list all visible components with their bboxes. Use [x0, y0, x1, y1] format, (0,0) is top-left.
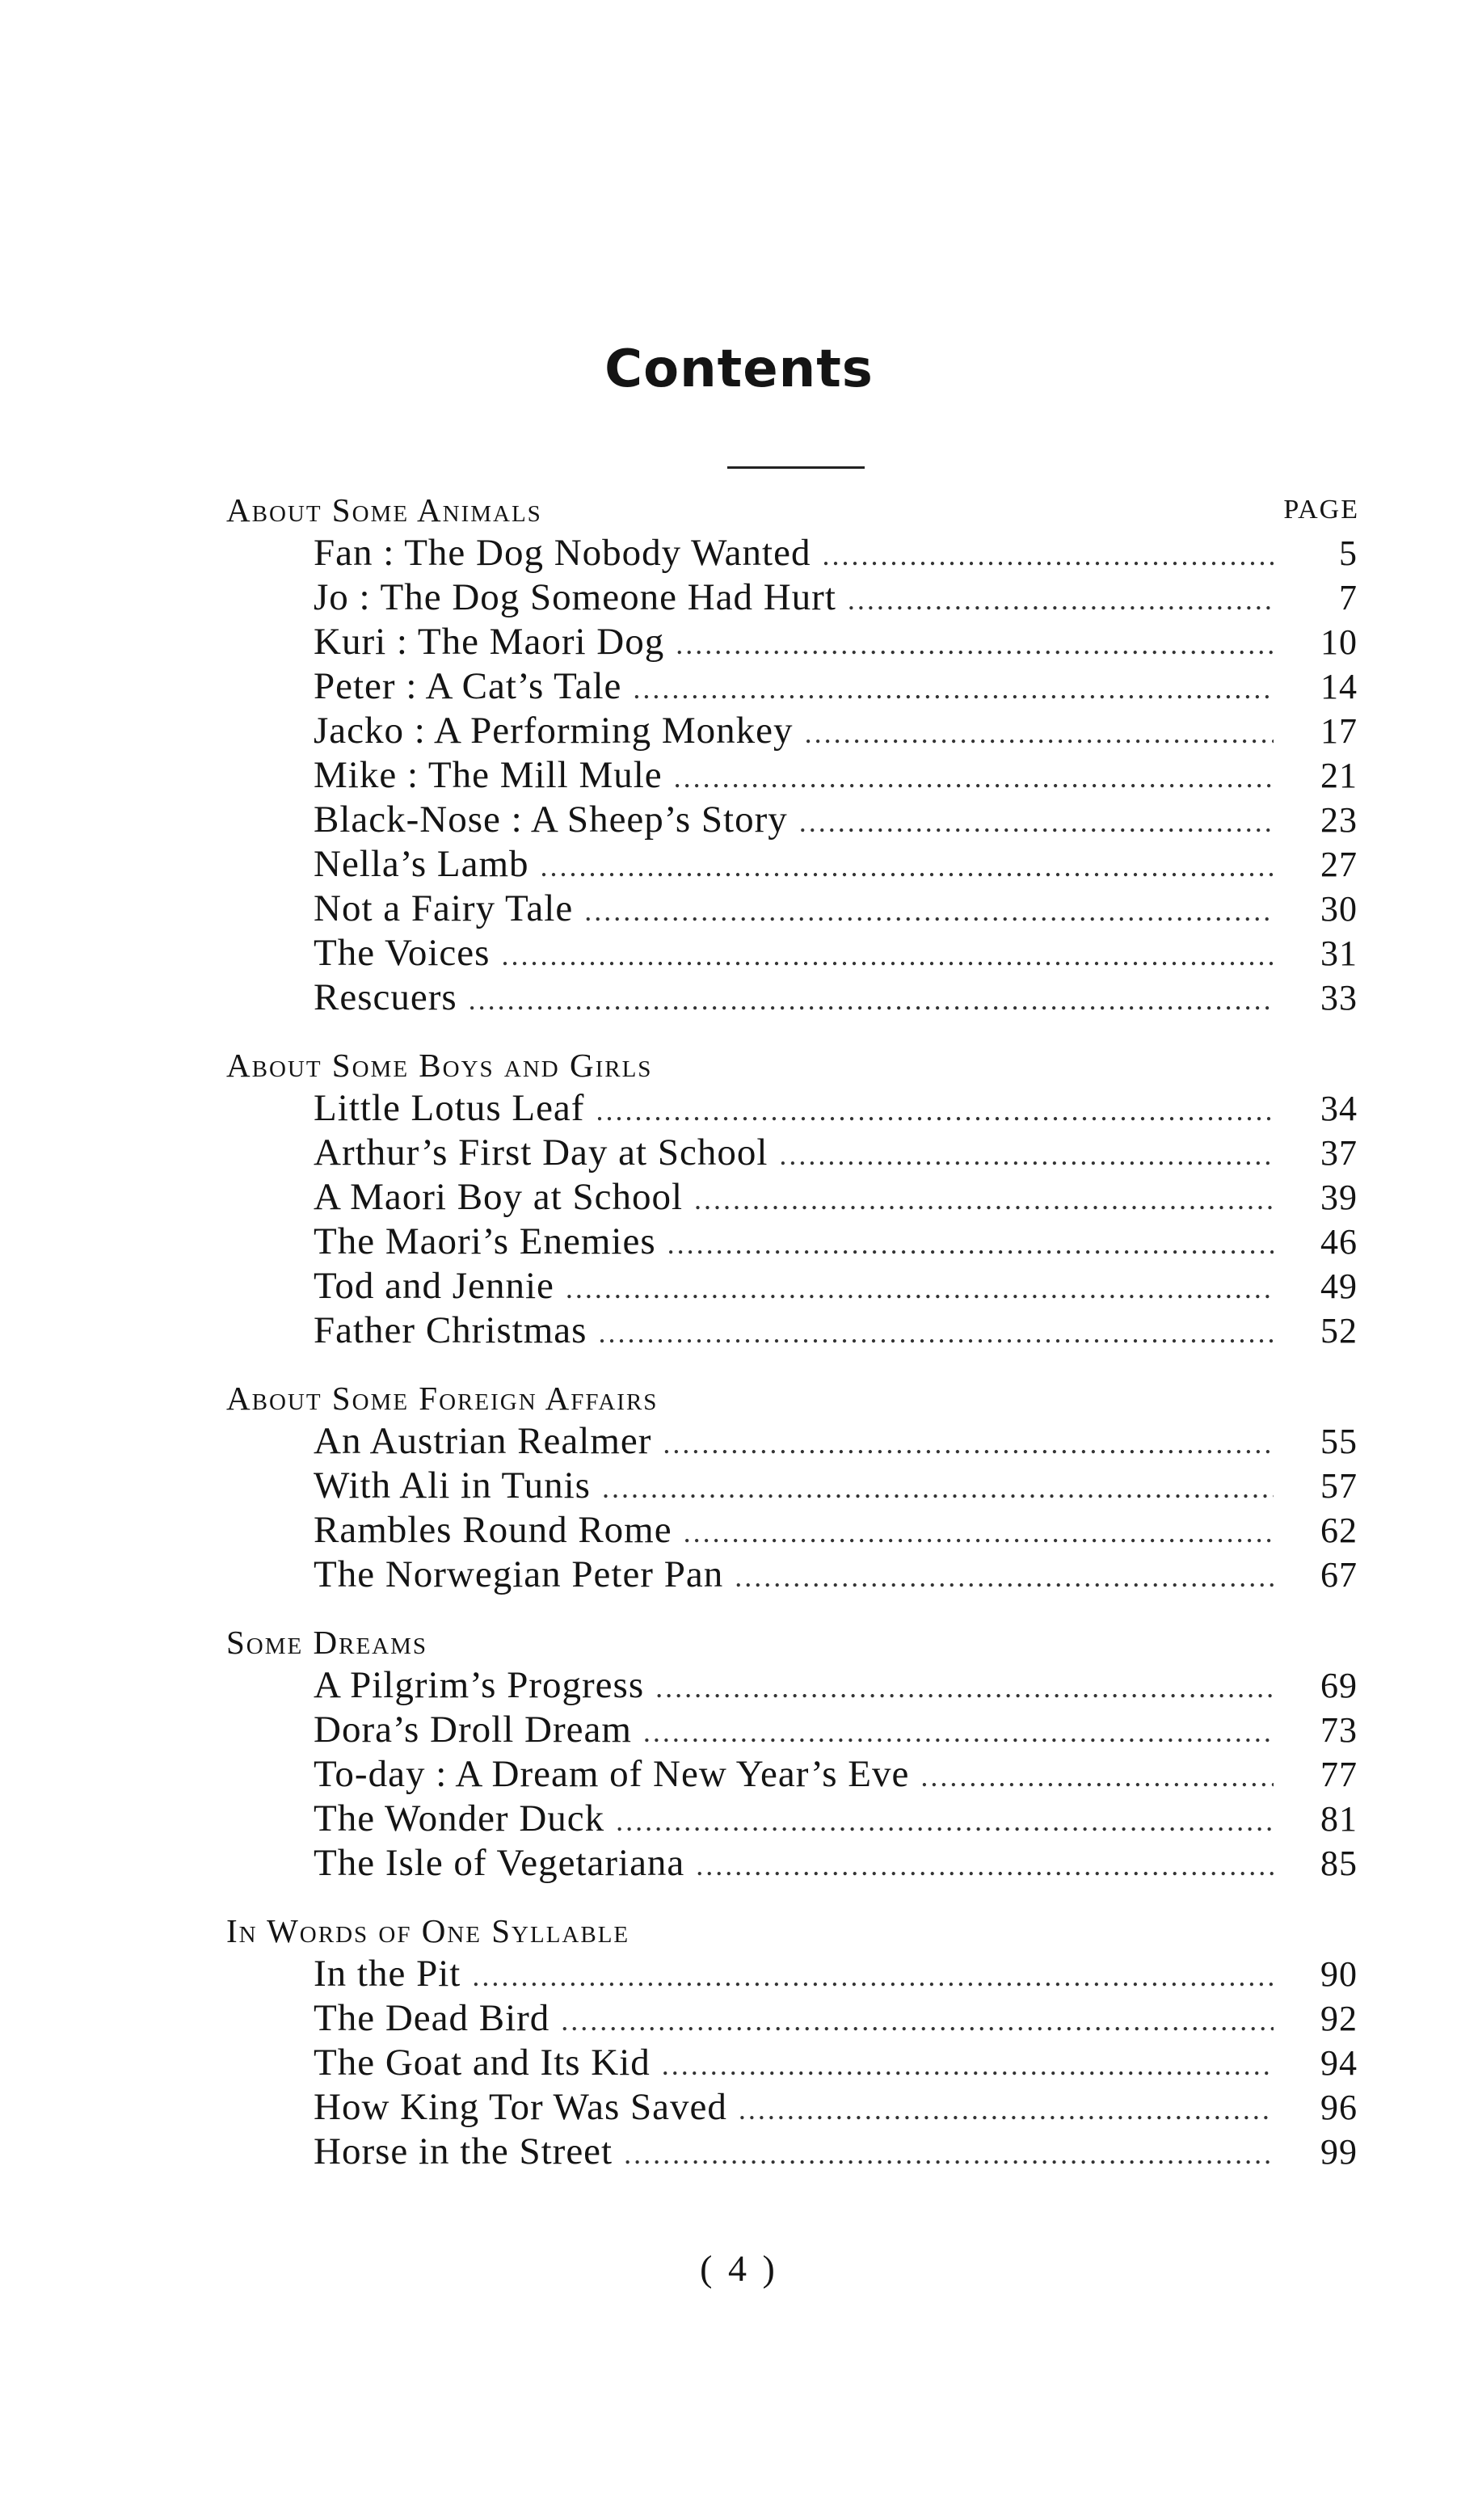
- entry-page-number: 85: [1320, 1844, 1358, 1883]
- toc-section: [226, 489, 1358, 1020]
- dot-leader: [624, 2132, 1274, 2177]
- entry-page-number: 96: [1320, 2088, 1358, 2127]
- entry-page-number: 7: [1339, 578, 1358, 617]
- dot-leader: [739, 2088, 1274, 2132]
- section-heading: About Some Foreign Affairs: [226, 1380, 659, 1417]
- entry-title: Dora’s Droll Dream: [314, 1709, 632, 1751]
- dot-leader: [663, 1422, 1274, 1466]
- dot-leader: [674, 756, 1274, 800]
- toc-section: [226, 1910, 1358, 2174]
- toc-entry: [226, 620, 1358, 664]
- dot-leader: [501, 933, 1274, 978]
- entry-title: Tod and Jennie: [314, 1265, 554, 1307]
- toc-entry: [226, 1797, 1358, 1841]
- toc-entry: [226, 1175, 1358, 1220]
- entry-page-number: 27: [1320, 845, 1358, 884]
- entry-page-number: 10: [1320, 622, 1358, 662]
- entry-title: Kuri : The Maori Dog: [314, 621, 665, 663]
- entry-page-number: 34: [1320, 1089, 1358, 1128]
- entry-title: Rambles Round Rome: [314, 1509, 672, 1551]
- entry-title: Little Lotus Leaf: [314, 1087, 585, 1129]
- entry-page-number: 94: [1320, 2043, 1358, 2083]
- toc-entry: [226, 1841, 1358, 1886]
- dot-leader: [655, 1666, 1274, 1710]
- entry-page-number: 52: [1320, 1311, 1358, 1351]
- dot-leader: [566, 1266, 1274, 1311]
- toc-entry: [226, 1663, 1358, 1708]
- dot-leader: [799, 800, 1274, 845]
- page-number: ( 4 ): [700, 2248, 778, 2289]
- entry-page-number: 23: [1320, 800, 1358, 840]
- entry-title: How King Tor Was Saved: [314, 2086, 727, 2128]
- entry-title: Horse in the Street: [314, 2130, 613, 2172]
- toc-entry: [226, 1308, 1358, 1353]
- entry-title: Fan : The Dog Nobody Wanted: [314, 532, 811, 574]
- entry-page-number: 17: [1320, 711, 1358, 751]
- entry-page-number: 49: [1320, 1266, 1358, 1306]
- entry-page-number: 81: [1320, 1799, 1358, 1839]
- toc-entry: [226, 1264, 1358, 1308]
- entry-page-number: 31: [1320, 933, 1358, 973]
- toc-entry: [226, 1086, 1358, 1131]
- dot-leader: [694, 1178, 1274, 1222]
- toc-entry: [226, 1752, 1358, 1797]
- entry-title: Mike : The Mill Mule: [314, 754, 663, 796]
- entry-title: The Dead Bird: [314, 1997, 550, 2039]
- table-of-contents: [226, 489, 1358, 2198]
- dot-leader: [684, 1511, 1274, 1555]
- toc-entry: [226, 842, 1358, 887]
- dot-leader: [633, 667, 1274, 711]
- dot-leader: [602, 1466, 1274, 1511]
- toc-entry: [226, 664, 1358, 709]
- toc-entry: [226, 531, 1358, 575]
- dot-leader: [596, 1089, 1274, 1133]
- entry-title: Peter : A Cat’s Tale: [314, 665, 622, 707]
- section-heading: Some Dreams: [226, 1624, 428, 1661]
- entry-page-number: 77: [1320, 1755, 1358, 1794]
- entry-title: The Voices: [314, 932, 491, 974]
- entry-page-number: 67: [1320, 1555, 1358, 1595]
- dot-leader: [667, 1222, 1274, 1266]
- entry-title: An Austrian Realmer: [314, 1420, 652, 1462]
- dot-leader: [541, 845, 1274, 889]
- toc-entry: [226, 575, 1358, 620]
- entry-title: Father Christmas: [314, 1309, 587, 1351]
- toc-entry: [226, 1131, 1358, 1175]
- entry-title: The Norwegian Peter Pan: [314, 1553, 724, 1595]
- entry-page-number: 99: [1320, 2132, 1358, 2172]
- toc-entry: [226, 753, 1358, 798]
- dot-leader: [822, 533, 1274, 578]
- toc-section: [226, 1044, 1358, 1353]
- dot-leader: [920, 1755, 1274, 1799]
- entry-title: Rescuers: [314, 976, 457, 1018]
- entry-page-number: 57: [1320, 1466, 1358, 1506]
- toc-entry: [226, 709, 1358, 753]
- entry-title: To-day : A Dream of New Year’s Eve: [314, 1753, 910, 1795]
- dot-leader: [848, 578, 1274, 622]
- toc-entry: [226, 887, 1358, 931]
- toc-entry: [226, 2130, 1358, 2174]
- toc-entry: [226, 1419, 1358, 1464]
- page-column-label: PAGE: [1283, 495, 1359, 525]
- entry-title: Not a Fairy Tale: [314, 887, 574, 929]
- dot-leader: [616, 1799, 1274, 1844]
- dot-leader: [735, 1555, 1274, 1599]
- entry-page-number: 69: [1320, 1666, 1358, 1705]
- entry-title: Jacko : A Performing Monkey: [314, 710, 794, 752]
- toc-entry: [226, 931, 1358, 976]
- entry-title: Black-Nose : A Sheep’s Story: [314, 799, 788, 841]
- entry-page-number: 21: [1320, 756, 1358, 795]
- entry-page-number: 90: [1320, 1954, 1358, 1994]
- entry-title: The Wonder Duck: [314, 1797, 605, 1839]
- entry-title: A Maori Boy at School: [314, 1176, 684, 1218]
- toc-entry: [226, 976, 1358, 1020]
- dot-leader: [779, 1133, 1274, 1178]
- entry-title: The Isle of Vegetariana: [314, 1842, 685, 1884]
- dot-leader: [662, 2043, 1274, 2088]
- toc-entry: [226, 1464, 1358, 1508]
- entry-page-number: 73: [1320, 1710, 1358, 1750]
- section-heading: About Some Boys and Girls: [226, 1047, 653, 1084]
- dot-leader: [643, 1710, 1274, 1755]
- entry-title: Jo : The Dog Someone Had Hurt: [314, 576, 836, 618]
- section-heading: In Words of One Syllable: [226, 1912, 630, 1949]
- toc-entry: [226, 1553, 1358, 1597]
- entry-page-number: 55: [1320, 1422, 1358, 1461]
- entry-title: A Pilgrim’s Progress: [314, 1664, 645, 1706]
- title-rule: [727, 466, 865, 469]
- page-title: Contents: [604, 339, 874, 399]
- entry-page-number: 30: [1320, 889, 1358, 929]
- entry-title: Arthur’s First Day at School: [314, 1131, 768, 1174]
- dot-leader: [696, 1844, 1274, 1888]
- toc-entry: [226, 1952, 1358, 1996]
- section-heading: About Some Animals: [226, 491, 542, 529]
- entry-page-number: 39: [1320, 1178, 1358, 1217]
- toc-entry: [226, 1996, 1358, 2041]
- entry-title: With Ali in Tunis: [314, 1464, 591, 1507]
- dot-leader: [561, 1999, 1274, 2043]
- entry-page-number: 5: [1339, 533, 1358, 573]
- entry-title: The Maori’s Enemies: [314, 1220, 656, 1262]
- entry-page-number: 37: [1320, 1133, 1358, 1173]
- entry-title: Nella’s Lamb: [314, 843, 529, 885]
- entry-title: The Goat and Its Kid: [314, 2042, 651, 2084]
- dot-leader: [805, 711, 1274, 756]
- entry-page-number: 46: [1320, 1222, 1358, 1262]
- entry-page-number: 62: [1320, 1511, 1358, 1550]
- toc-entry: [226, 2041, 1358, 2085]
- toc-entry: [226, 2085, 1358, 2130]
- toc-entry: [226, 1220, 1358, 1264]
- toc-section: [226, 1621, 1358, 1886]
- dot-leader: [584, 889, 1274, 933]
- dot-leader: [472, 1954, 1274, 1999]
- dot-leader: [469, 978, 1274, 1022]
- toc-entry: [226, 1508, 1358, 1553]
- entry-page-number: 14: [1320, 667, 1358, 706]
- entry-page-number: 33: [1320, 978, 1358, 1018]
- toc-section: [226, 1377, 1358, 1597]
- dot-leader: [676, 622, 1274, 667]
- entry-page-number: 92: [1320, 1999, 1358, 2038]
- entry-title: In the Pit: [314, 1953, 461, 1995]
- dot-leader: [598, 1311, 1274, 1355]
- toc-entry: [226, 798, 1358, 842]
- toc-entry: [226, 1708, 1358, 1752]
